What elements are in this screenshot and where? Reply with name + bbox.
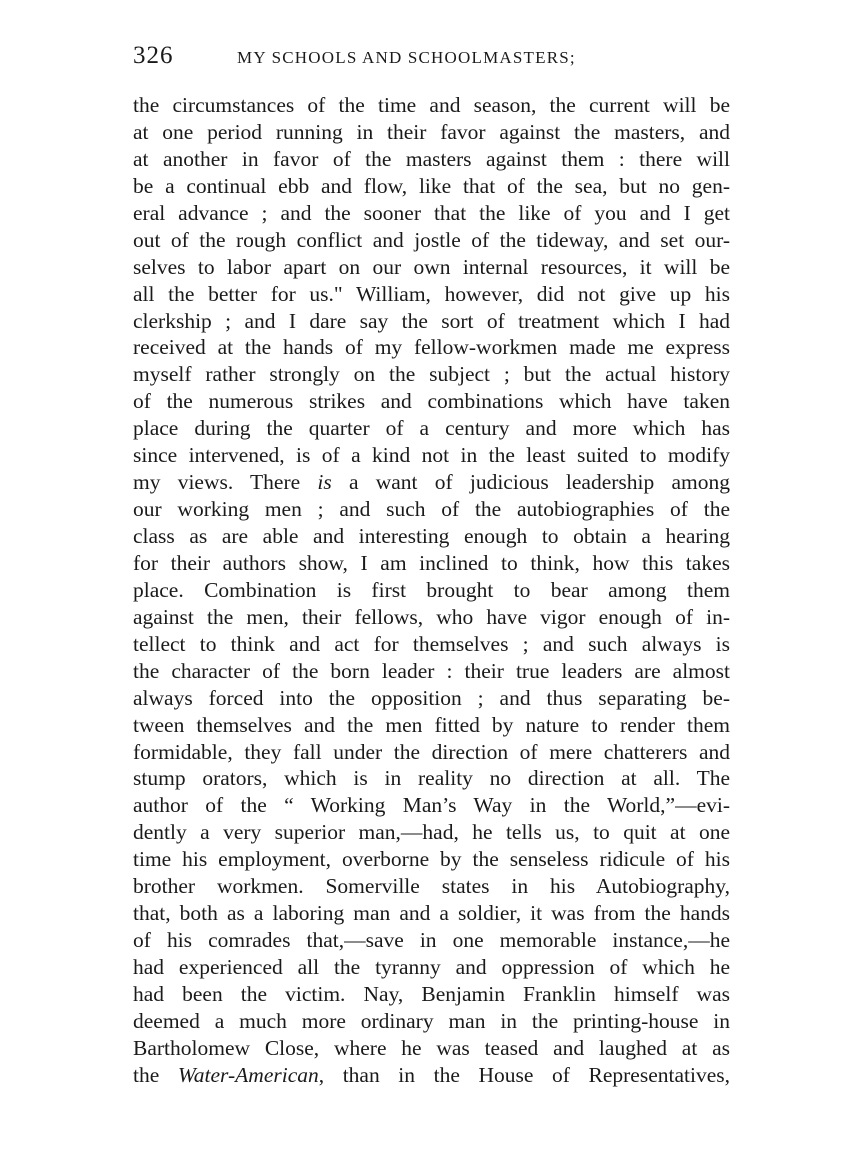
- text-line: author of the “ Working Man’s Way in the World,”—evi-: [133, 793, 730, 818]
- text-line: tellect to think and act for themselves ; and such always is: [133, 631, 730, 656]
- text-line: time his employment, overborne by the senseless ridicule of his: [133, 847, 730, 872]
- text-line: all the better for us." William, however, did not give up his: [133, 281, 730, 306]
- text-line: formidable, they fall under the direction of mere chatterers and: [133, 739, 730, 764]
- text-segment: the: [133, 1062, 178, 1087]
- text-line: of his comrades that,—save in one memorable instance,—he: [133, 928, 730, 953]
- text-line-with-italic: [133, 1062, 730, 1089]
- text-segment: my views. There: [133, 470, 318, 495]
- text-line: eral advance ; and the sooner that the like of you and I get: [133, 200, 730, 225]
- text-line: for their authors show, I am inclined to think, how this takes: [133, 550, 730, 575]
- text-line: against the men, their fellows, who have vigor enough of in-: [133, 604, 730, 629]
- text-line: deemed a much more ordinary man in the printing-house in: [133, 1008, 730, 1033]
- text-line: that, both as a laboring man and a soldier, it was from the hands: [133, 901, 730, 926]
- running-head: MY SCHOOLS AND SCHOOLMASTERS;: [237, 48, 576, 67]
- text-line: tween themselves and the men fitted by nature to render them: [133, 712, 730, 737]
- text-line: out of the rough conflict and jostle of the tideway, and set our-: [133, 227, 730, 252]
- text-line: class as are able and interesting enough to obtain a hearing: [133, 524, 730, 548]
- text-segment: , than in the House of Representatives,: [318, 1062, 730, 1087]
- text-line: had been the victim. Nay, Benjamin Franklin himself was: [133, 981, 730, 1006]
- text-line-with-italic: [133, 469, 730, 496]
- italic-emphasis: is: [317, 470, 332, 495]
- text-line: always forced into the opposition ; and thus separating be-: [133, 685, 730, 710]
- text-line: received at the hands of my fellow-workmen made me express: [133, 335, 730, 360]
- text-line: at one period running in their favor against the masters, and: [133, 119, 730, 144]
- page-number: 326: [133, 42, 174, 69]
- italic-emphasis: Water-American: [177, 1062, 319, 1087]
- text-line: since intervened, is of a kind not in the least suited to modify: [133, 443, 730, 468]
- text-line: the circumstances of the time and season, the current will be: [133, 93, 730, 117]
- text-line: of the numerous strikes and combinations which have taken: [133, 389, 730, 414]
- text-line: stump orators, which is in reality no direction at all. The: [133, 766, 730, 791]
- text-segment: a want of judicious leadership among: [331, 470, 730, 495]
- text-line: place. Combination is first brought to bear among them: [133, 577, 730, 602]
- text-line: place during the quarter of a century and more which has: [133, 416, 730, 441]
- text-line: Bartholomew Close, where he was teased and laughed at as: [133, 1035, 730, 1060]
- body-text: [133, 92, 730, 1089]
- text-line: dently a very superior man,—had, he tells us, to quit at one: [133, 820, 730, 845]
- text-line: clerkship ; and I dare say the sort of treatment which I had: [133, 308, 730, 333]
- text-line: brother workmen. Somerville states in his Autobiography,: [133, 874, 730, 899]
- text-line: had experienced all the tyranny and oppression of which he: [133, 955, 730, 979]
- text-line: selves to labor apart on our own internal resources, it will be: [133, 254, 730, 279]
- text-line: myself rather strongly on the subject ; but the actual history: [133, 362, 730, 387]
- text-line: the character of the born leader : their true leaders are almost: [133, 658, 730, 683]
- text-line: at another in favor of the masters against them : there will: [133, 146, 730, 171]
- text-line: be a continual ebb and flow, like that of the sea, but no gen-: [133, 173, 730, 198]
- page-header: [133, 42, 733, 72]
- text-line: our working men ; and such of the autobiographies of the: [133, 497, 730, 522]
